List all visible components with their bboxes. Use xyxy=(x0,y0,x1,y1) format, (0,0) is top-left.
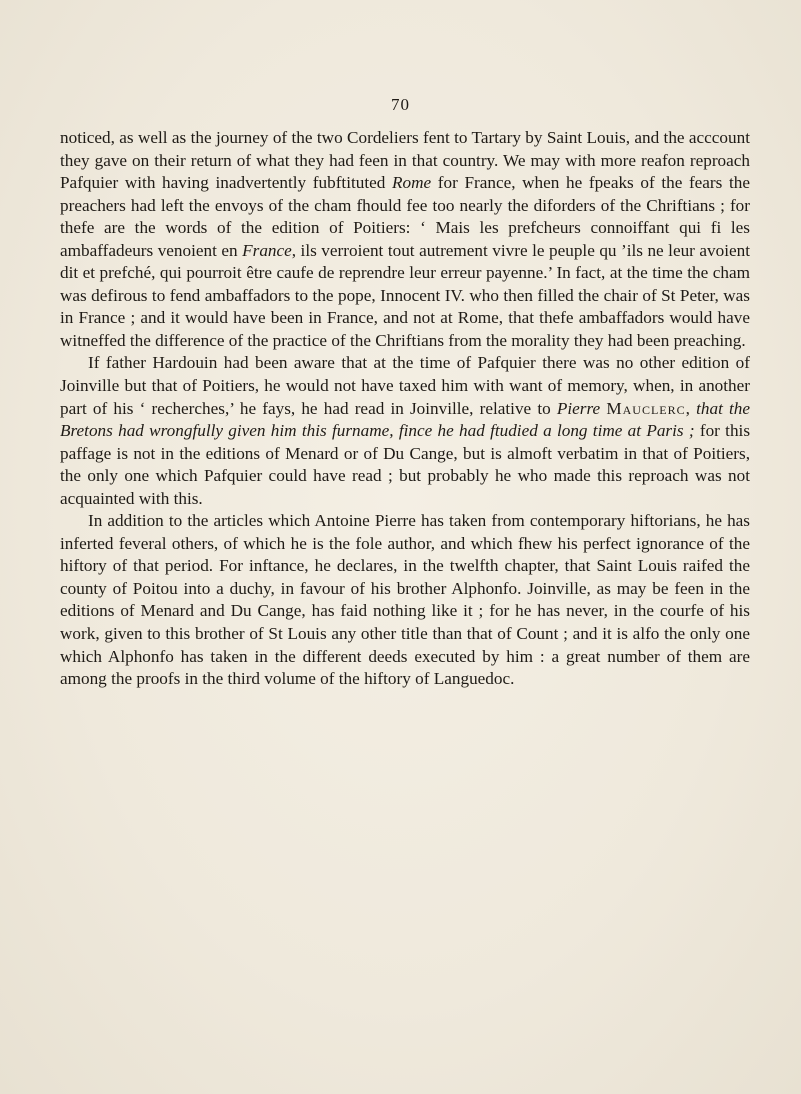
body-text xyxy=(60,127,750,691)
page-number: 70 xyxy=(391,95,410,114)
text-segment: In addition to the articles which Antoine Pierre has taken from contemporary hiftorians, he has inferted feveral others, of which he is the fole author, and which fhew his perfect ignorance of the hiftory of that period. For inftance, he declares, in the twelfth chapter, that Saint Louis raifed the county of Poitou into a duchy, in favour of his brother Alphonfo. Joinville, as may be feen in the editions of Menard and Du Cange, has faid nothing like it ; for he has never, in the courfe of his work, given to this brother of St Louis any other title than that of Count ; and it is alfo the only one which Alphonfo has taken in the different deeds executed by him : a great number of them are among the proofs in the third volume of the hiftory of Languedoc. xyxy=(60,511,750,689)
text-segment: , xyxy=(685,398,697,418)
paragraph-p3 xyxy=(60,510,750,690)
text-segment: Rome xyxy=(391,173,432,193)
text-segment: , ils verroient tout autrement vivre le peuple qu ’ils ne leur avoient dit et prefché, qui pourroit être caufe de reprendre leur erreur payenne.’ In fact, at the time the cham was defirous to fend ambaffadors to the pope, Innocent IV. who then filled the chair of St Peter, was in France ; and it would have been in France, and not at Rome, that thefe ambaffadors would have witneffed the difference of the practice of the Chriftians from the morality they had been preaching. xyxy=(60,240,750,350)
text-segment: that the Bretons had wrongfully given him this furname, fince he had ftudied a long time at Paris ; xyxy=(60,398,751,441)
text-segment: Pierre xyxy=(556,398,601,418)
paragraph-p2 xyxy=(60,352,750,510)
text-segment: for France, when he fpeaks of the fears the preachers had left the envoys of the cham fhould fee too nearly the diforders of the Chriftians ; for thefe are the words of the edition of Poitiers: ‘ Mais les prefcheurs connoiffant qui fi les ambaffadeurs venoient en xyxy=(60,173,750,260)
text-segment: France xyxy=(242,240,292,260)
text-segment: noticed, as well as the journey of the two Cordeliers fent to Tartary by Saint Louis, and the acccount they gave on their return of what they had feen in that country. We may with more reafon reproach Pafquier with having inadvertently fubftituted xyxy=(60,128,750,193)
text-segment: If father Hardouin had been aware that at the time of Pafquier there was no other edition of Joinville but that of Poitiers, he would not have taxed him with want of memory, when, in another part of his ‘ recherches,’ he fays, he had read in Joinville, relative to xyxy=(60,353,750,418)
text-segment: Mauclerc xyxy=(606,398,686,418)
paragraph-p1 xyxy=(60,127,750,352)
text-segment: for this paffage is not in the editions of Menard or of Du Cange, but is almoft verbatim in that of Poitiers, the only one which Pafquier could have read ; but probably he who made this reproach was not acquainted with this. xyxy=(60,421,751,508)
